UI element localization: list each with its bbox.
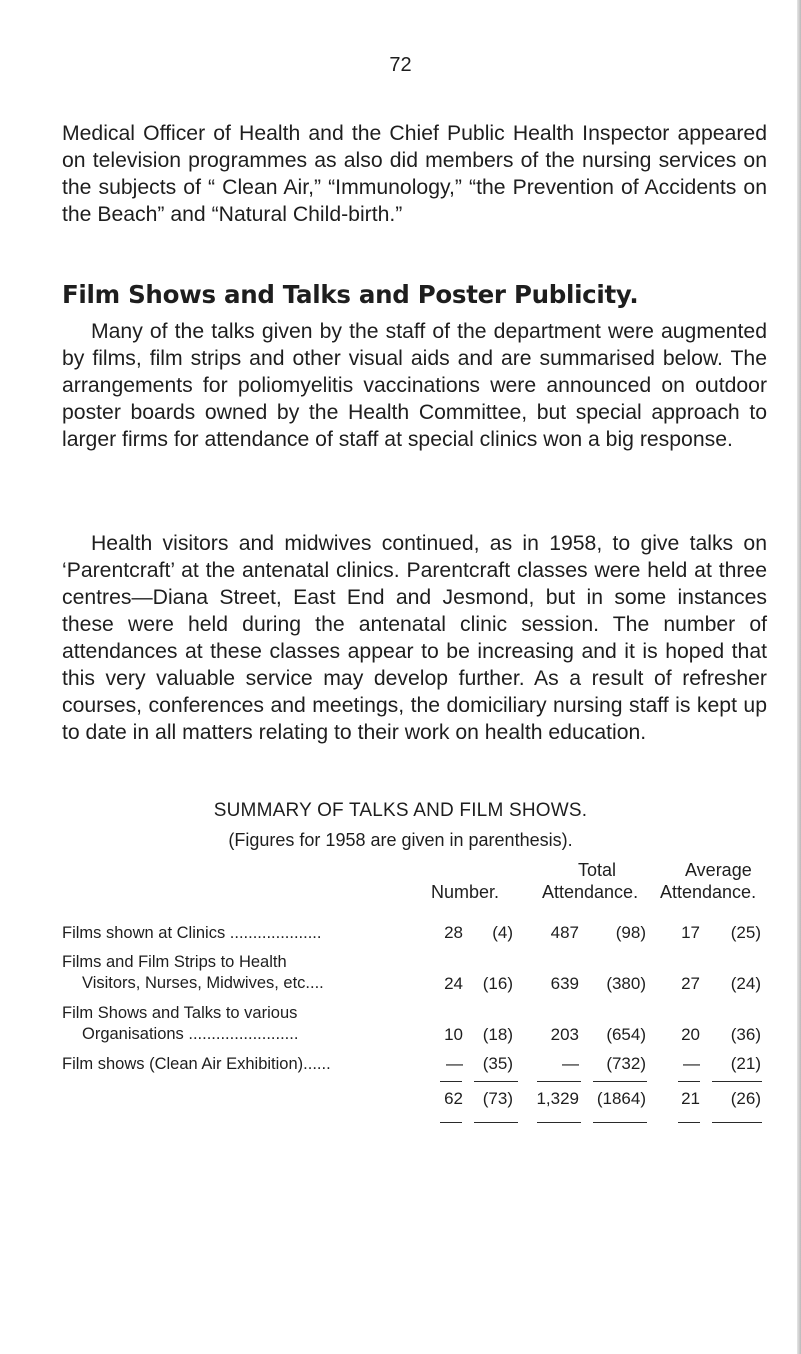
total-number-1958: (73) [482,1089,513,1108]
table-row-label [62,1003,417,1045]
cell-average: 20 [681,1025,700,1044]
cell-average-1958: (36) [730,1025,761,1044]
table-row-label [62,1054,417,1075]
cell-number: 10 [444,1025,463,1044]
rule-number [440,1122,462,1123]
cell-average-1958: (24) [730,974,761,993]
cell-average-1958: (21) [730,1054,761,1073]
section-heading: Film Shows and Talks and Poster Publicity. [62,280,639,309]
cell-total: 203 [550,1025,579,1044]
header-number: Number. [431,882,500,902]
table-row-label [62,952,417,994]
cell-total-1958: (732) [606,1054,646,1073]
total-number: 62 [444,1089,463,1108]
cell-average: — [683,1054,700,1073]
cell-average: 27 [681,974,700,993]
header-average-line1: Average [685,860,752,880]
cell-average-1958: (25) [730,923,761,942]
header-average-line2: Attendance. [660,882,757,902]
row-label-line: Organisations ........................ [82,1025,299,1043]
rule-total-1958 [593,1122,647,1123]
cell-average: 17 [681,923,700,942]
rule-total [537,1122,581,1123]
total-average-1958: (26) [730,1089,761,1108]
cell-number-1958: (35) [482,1054,513,1073]
cell-total-1958: (654) [606,1025,646,1044]
rule-average-1958 [712,1081,762,1082]
cell-number-1958: (18) [482,1025,513,1044]
summary-title: SUMMARY OF TALKS AND FILM SHOWS. [213,800,588,821]
summary-subtitle: (Figures for 1958 are given in parenthesis). [228,830,573,850]
cell-total-1958: (98) [615,923,646,942]
header-total-line2: Attendance. [542,882,639,902]
table-row-label [62,923,417,944]
rule-total-1958 [593,1081,647,1082]
cell-number: 24 [444,974,463,993]
cell-total: 487 [550,923,579,942]
section-paragraph-2: Health visitors and midwives continued, as in 1958, to give talks on ‘Parentcraft’ at the antenatal clinics. Parentcraft classes were held at three centres—Diana Street, East End and Jesmond, but in some instances these were held during the antenatal clinic session. The number of attendances at these classes appear to be increasing and it is hoped that this very valuable service may develop further. As a result of refresher courses, conferences and meetings, the domiciliary nursing staff is kept up to date in all matters relating to their work on health education. [62,532,767,744]
total-average: 21 [681,1089,700,1108]
rule-number [440,1081,462,1082]
rule-number-1958 [474,1122,518,1123]
row-label-line: Films and Film Strips to Health [62,953,287,971]
row-label-line: Film Shows and Talks to various [62,1004,298,1022]
header-total-line1: Total [578,860,617,880]
cell-number: — [446,1054,463,1073]
cell-number-1958: (4) [492,923,513,942]
rule-total [537,1081,581,1082]
rule-number-1958 [474,1081,518,1082]
row-label-line: Visitors, Nurses, Midwives, etc.... [82,974,324,992]
page-edge-shadow [797,0,801,1354]
rule-average [678,1081,700,1082]
rule-average [678,1122,700,1123]
total-total: 1,329 [536,1089,579,1108]
cell-total-1958: (380) [606,974,646,993]
cell-number: 28 [444,923,463,942]
page-number: 72 [389,54,412,76]
row-label-line: Films shown at Clinics .................... [62,924,322,942]
intro-paragraph: Medical Officer of Health and the Chief Public Health Inspector appeared on television programmes as also did members of the nursing services on the subjects of “ Clean Air,” “Immunology,” “the Prevention of Accidents on the Beach” and “Natural Child-birth.” [62,122,767,226]
cell-number-1958: (16) [482,974,513,993]
total-total-1958: (1864) [596,1089,646,1108]
rule-average-1958 [712,1122,762,1123]
row-label-line: Film shows (Clean Air Exhibition)...... [62,1055,331,1073]
section-paragraph-1: Many of the talks given by the staff of the department were augmented by films, film strips and other visual aids and are summarised below. The arrangements for poliomyelitis vaccinations were announced on outdoor poster boards owned by the Health Committee, but special approach to larger firms for attendance of staff at special clinics won a big response. [62,320,767,451]
cell-total: 639 [550,974,579,993]
cell-total: — [562,1054,579,1073]
